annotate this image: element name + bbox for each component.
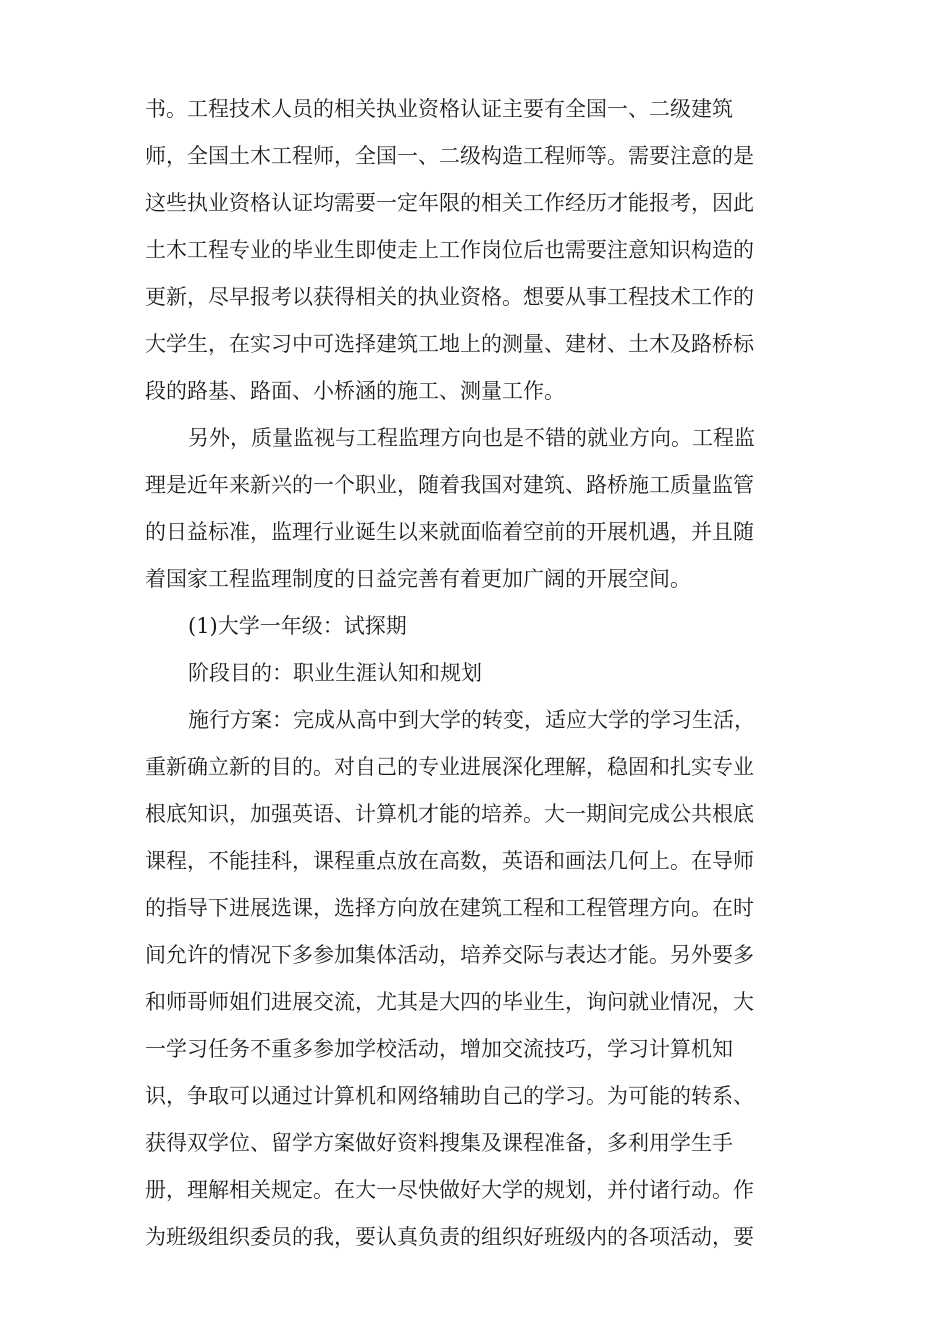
text-line: 书。工程技术人员的相关执业资格认证主要有全国一、二级建筑 xyxy=(145,97,733,121)
text-line: 册，理解相关规定。在大一尽快做好大学的规划，并付诸行动。作 xyxy=(145,1178,754,1202)
text-line: 的指导下进展选课，选择方向放在建筑工程和工程管理方向。在时 xyxy=(145,896,754,920)
text-line: 获得双学位、留学方案做好资料搜集及课程准备，多利用学生手 xyxy=(145,1131,733,1155)
text-line: 间允许的情况下多参加集体活动，培养交际与表达才能。另外要多 xyxy=(145,943,754,967)
text-line: 识，争取可以通过计算机和网络辅助自己的学习。为可能的转系、 xyxy=(145,1084,754,1108)
text-line: 和师哥师姐们进展交流，尤其是大四的毕业生，询问就业情况，大 xyxy=(145,990,754,1014)
text-line: 根底知识，加强英语、计算机才能的培养。大一期间完成公共根底 xyxy=(145,802,754,826)
text-line: 更新，尽早报考以获得相关的执业资格。想要从事工程技术工作的 xyxy=(145,285,754,309)
text-line: 着国家工程监理制度的日益完善有着更加广阔的开展空间。 xyxy=(145,567,691,591)
text-line: 段的路基、路面、小桥涵的施工、测量工作。 xyxy=(145,379,565,403)
text-line: 土木工程专业的毕业生即使走上工作岗位后也需要注意知识构造的 xyxy=(145,238,754,262)
text-line: 课程，不能挂科，课程重点放在高数，英语和画法几何上。在导师 xyxy=(145,849,754,873)
text-line: 的日益标准，监理行业诞生以来就面临着空前的开展机遇，并且随 xyxy=(145,520,754,544)
text-line: 大学生，在实习中可选择建筑工地上的测量、建材、土木及路桥标 xyxy=(145,332,754,356)
text-line: 为班级组织委员的我，要认真负责的组织好班级内的各项活动，要 xyxy=(145,1225,754,1249)
text-line: 师，全国土木工程师，全国一、二级构造工程师等。需要注意的是 xyxy=(145,144,754,168)
section-heading: (1)大学一年级：试探期 xyxy=(188,614,407,638)
paragraph-first-line: 另外，质量监视与工程监理方向也是不错的就业方向。工程监 xyxy=(188,426,755,450)
text-line: 一学习任务不重多参加学校活动，增加交流技巧，学习计算机知 xyxy=(145,1037,733,1061)
text-line: 重新确立新的目的。对自己的专业进展深化理解，稳固和扎实专业 xyxy=(145,755,754,779)
stage-goal: 阶段目的：职业生涯认知和规划 xyxy=(188,661,482,685)
text-line: 这些执业资格认证均需要一定年限的相关工作经历才能报考，因此 xyxy=(145,191,754,215)
paragraph-first-line: 施行方案：完成从高中到大学的转变，适应大学的学习生活， xyxy=(188,708,755,732)
text-line: 理是近年来新兴的一个职业，随着我国对建筑、路桥施工质量监管 xyxy=(145,473,754,497)
